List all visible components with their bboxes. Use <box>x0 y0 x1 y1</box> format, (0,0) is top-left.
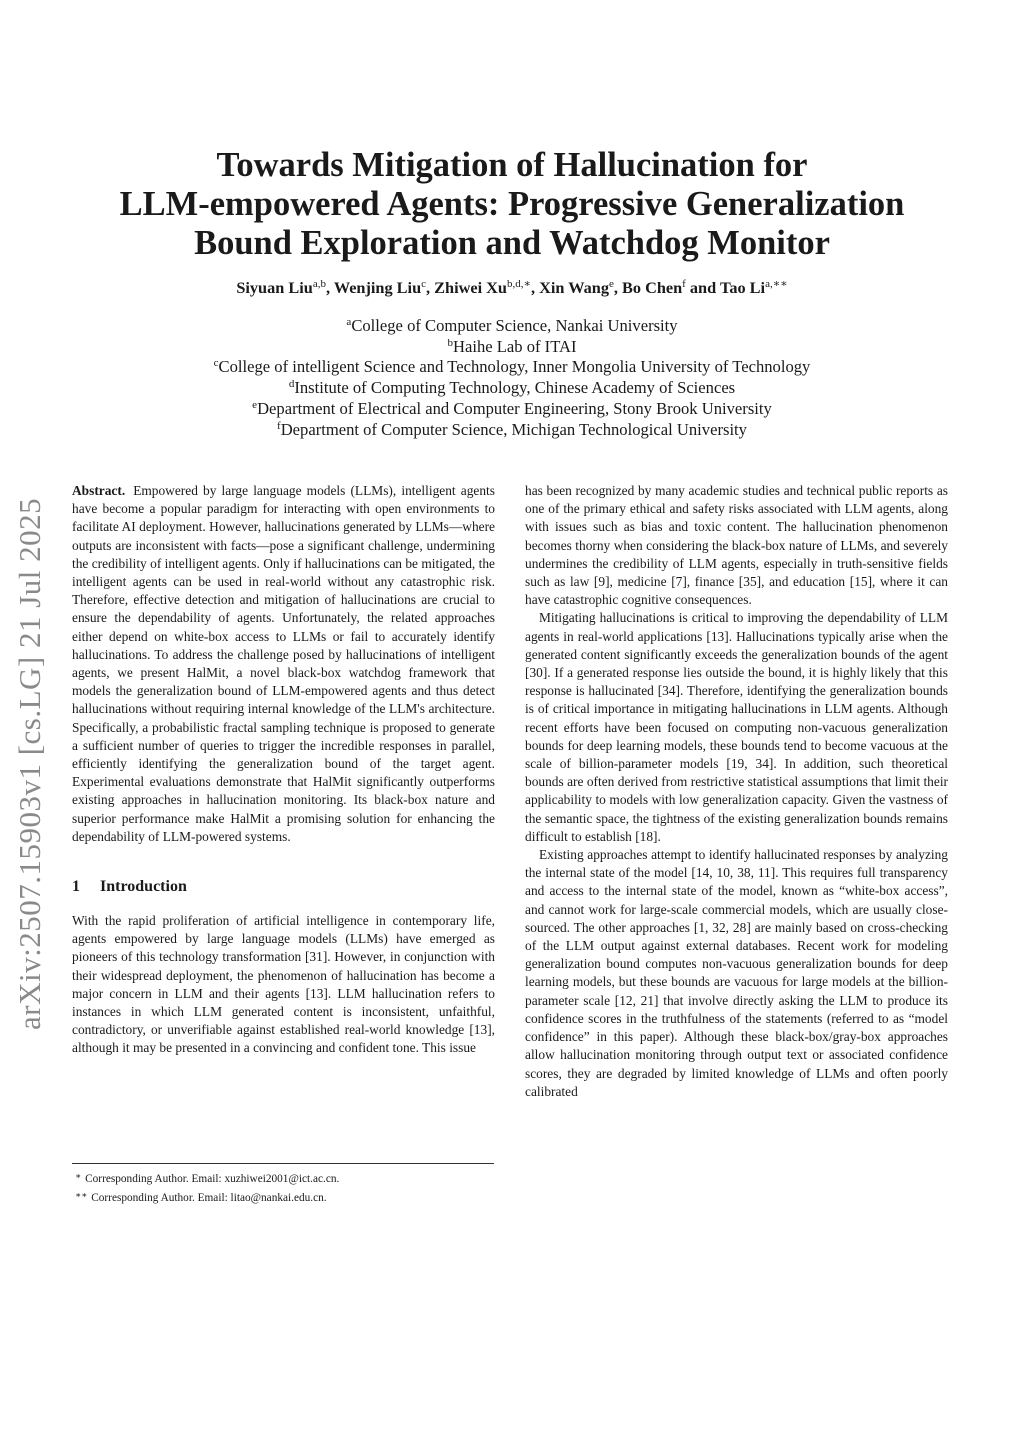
section-number: 1 <box>72 878 80 896</box>
affiliation: $^a$College of Computer Science, Nankai University <box>346 316 678 335</box>
arxiv-identifier-text: arXiv:2507.15903v1 [cs.LG] 21 Jul 2025 <box>12 497 47 1030</box>
title-line-2: LLM-empowered Agents: Progressive Generalization <box>119 185 905 223</box>
footnote: ∗∗ Corresponding Author. Email: litao@nankai.edu.cn. <box>75 1189 327 1204</box>
affiliation: $^c$College of intelligent Science and Technology, Inner Mongolia University of Technology <box>213 357 811 377</box>
author: Zhiwei $Xu^{b,d,∗}$ <box>434 278 531 297</box>
title-line-1: Towards Mitigation of Hallucination for <box>216 146 808 184</box>
title-line-3: Bound Exploration and Watchdog Monitor <box>194 224 830 262</box>
abstract <box>72 482 495 846</box>
arxiv-identifier-stamp <box>8 430 52 1030</box>
section-heading-introduction <box>72 877 495 897</box>
author: Bo Chen$^f$ <box>622 278 686 297</box>
affiliation: $^f$Department of Computer Science, Michigan Technological University <box>277 419 747 439</box>
author: Tao $Li^{a,∗∗}$ <box>719 278 788 297</box>
intro-paragraph: With the rapid proliferation of artificial intelligence in contemporary life, agents empowered by large language models (LLMs) have emerged as pioneers of this technology transformation [31]. However, in conjunction with their widespread deployment, the phenomenon of hallucination has become a major concern in LLM and their agents [13]. LLM hallucination refers to instances in which LLM generated content is inconsistent, unfaithful, contradictory, or unverifiable against established real-world knowledge [13], although it may be presented in a convincing and confident tone. This issue <box>72 913 495 1056</box>
footnotes <box>72 1169 495 1206</box>
abstract-label: Abstract. <box>72 483 126 498</box>
paper-title <box>80 146 944 263</box>
right-column <box>525 482 948 1101</box>
affiliation: $^d$Institute of Computing Technology, Chinese Academy of Sciences <box>288 378 736 398</box>
affiliation: $^e$Department of Electrical and Computer Engineering, Stony Brook University <box>252 398 772 418</box>
abstract-text: Empowered by large language models (LLMs), intelligent agents have become a popular paradigm for interacting with open environments to facilitate AI deployment. However, hallucinations generated by LLMs—where outputs are inconsistent with facts—pose a significant challenge, undermining the credibility of intelligent agents. Only if hallucinations can be mitigated, the intelligent agents can be used in real-world without any catastrophic risk. Therefore, effective detection and mitigation of hallucinations are crucial to ensure the dependability of agents. Unfortunately, the related approaches either depend on white-box access to LLMs or fail to accurately identify hallucinations. To address the challenge posed by hallucinations of intelligent agents, we present HalMit, a novel black-box watchdog framework that models the generalization bound of LLM-empowered agents and thus detect hallucinations without requiring internal knowledge of the LLM's architecture. Specifically, a probabilistic fractal sampling technique is proposed to generate a sufficient number of queries to trigger the incredible responses in parallel, efficiently identifying the generalization bound of the target agent. Experimental evaluations demonstrate that HalMit significantly outperforms existing approaches in hallucination monitoring. Its black-box nature and superior performance make HalMit a promising solution for enhancing the dependability of LLM-powered systems. <box>72 483 495 844</box>
body-paragraph: Existing approaches attempt to identify hallucinated responses by analyzing the internal state of the model [14, 10, 38, 11]. This requires full transparency and access to the internal state of the model, known as “white-box access”, and cannot work for large-scale commercial models, which are usually close-sourced. The other approaches [1, 32, 28] are mainly based on cross-checking of the LLM output against external databases. Recent work for modeling generalization bound computes non-vacuous generalization bounds for deep learning models, but these bounds are vacuous for large models at the billion-parameter scale [12, 21] that involve directly asking the LLM to produce its confidence scores in the truthfulness of the statements (referred to as “model confidence” in this paper). Although these black-box/gray-box approaches allow hallucination monitoring through output text or associated confidence scores, they are degraded by limited knowledge of LLMs and often poorly calibrated <box>525 847 948 1099</box>
left-column <box>72 482 495 1058</box>
author-list: Siyuan Liu$^{a,b}$, Wenjing Liu$^c$, Zhiwei $Xu^{b,d,∗}$, Xin Wang$^e$, Bo Chen$^f$ and Tao $Li^{a,∗∗}$ <box>236 278 788 297</box>
author: Xin Wang$^e$ <box>539 278 614 297</box>
footnote-divider <box>72 1163 494 1164</box>
affiliation-list <box>80 316 944 440</box>
body-paragraph: Mitigating hallucinations is critical to improving the dependability of LLM agents in real-world applications [13]. Hallucinations typically arise when the generated content significantly exceeds the generalization bounds of the agent [30]. If a generated response lies outside the bound, it is highly likely that this response is hallucinated [34]. Therefore, identifying the generalization bounds is of critical importance in mitigating hallucinations in LLM agents. Although recent efforts have been focused on computing non-vacuous generalization bounds for deep learning models, these bounds tend to become vacuous at the scale of billion-parameter models [19, 34]. In addition, such theoretical bounds are often derived from restrictive statistical assumptions that limit their applicability to models with low generalization capacity. Given the vastness of the semantic space, the tightness of the existing generalization bounds remains difficult to establish [18]. <box>525 610 948 844</box>
author: Siyuan Liu$^{a,b}$ <box>236 278 326 297</box>
footnote: ∗ Corresponding Author. Email: xuzhiwei2001@ict.ac.cn. <box>75 1171 340 1185</box>
section-title: Introduction <box>100 878 187 896</box>
author: Wenjing Liu$^c$ <box>333 278 427 297</box>
affiliation: $^b$Haihe Lab of ITAI <box>447 336 577 356</box>
body-paragraph: has been recognized by many academic studies and technical public reports as one of the primary ethical and safety risks associated with LLM agents, along with issues such as bias and toxic content. The hallucination phenomenon becomes thorny when considering the black-box nature of LLMs, and severely undermines the credibility of LLM agents, especially in truth-sensitive fields such as law [9], medicine [7], finance [35], and education [15], where it can have catastrophic cognitive consequences. <box>525 483 948 608</box>
